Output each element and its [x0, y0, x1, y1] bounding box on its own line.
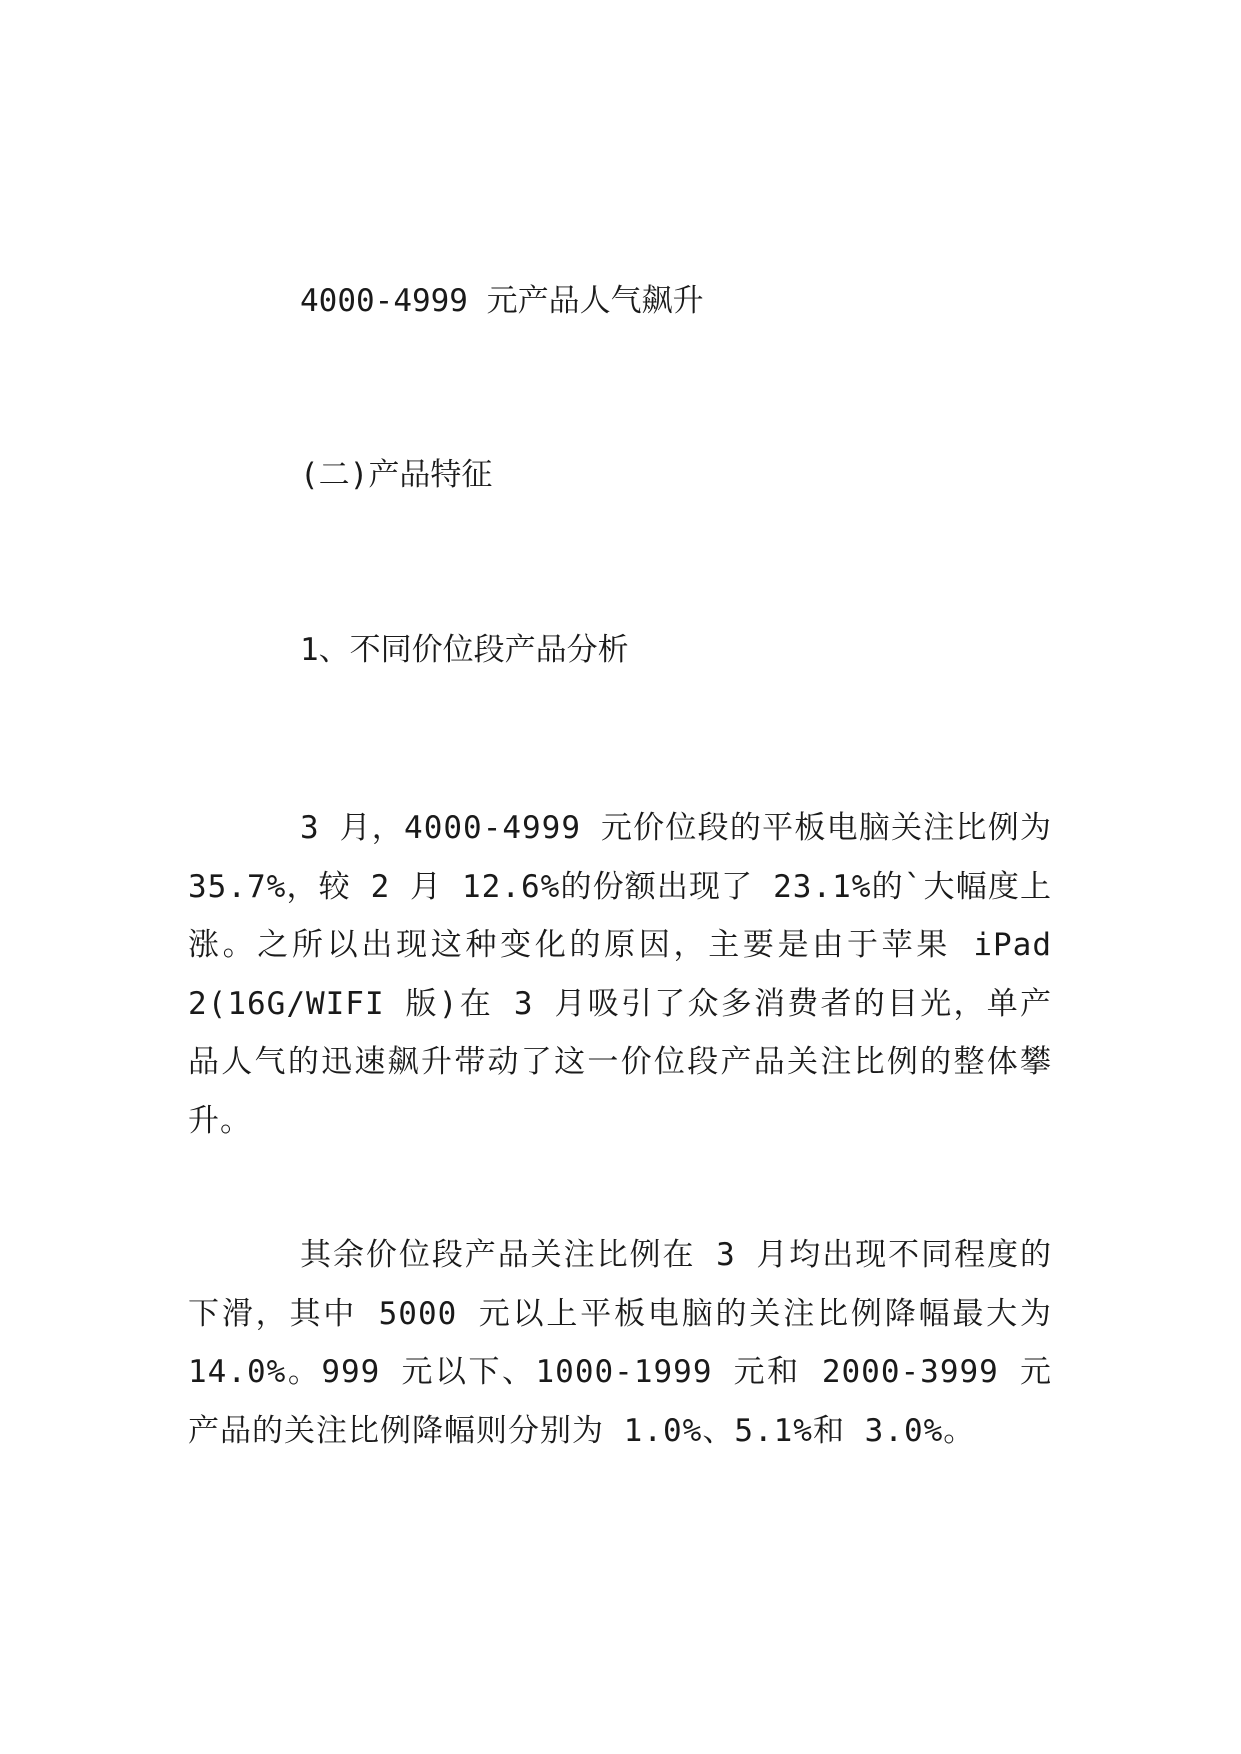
- paragraph-other-segments: 其余价位段产品关注比例在 3 月均出现不同程度的下滑，其中 5000 元以上平板电脑的关注比例降幅最大为 14.0%。999 元以下、1000-1999 元和 2000-3999 元产品的关注比例降幅则分别为 1.0%、5.1%和 3.0%。: [188, 1237, 1052, 1449]
- subsection-heading-price-segment-analysis: 1、不同价位段产品分析: [300, 632, 629, 668]
- section-heading-price-surge: 4000-4999 元产品人气飙升: [300, 283, 704, 319]
- paragraph-4000-4999-segment: 3 月，4000-4999 元价位段的平板电脑关注比例为 35.7%，较 2 月 12.6%的份额出现了 23.1%的`大幅度上涨。之所以出现这种变化的原因，主要是由于苹果 iPad 2(16G/WIFI 版)在 3 月吸引了众多消费者的目光，单产品人气的迅速飙升带动了这一价位段产品关注比例的整体攀升。: [188, 810, 1052, 1139]
- section-heading-product-features: (二)产品特征: [300, 457, 493, 493]
